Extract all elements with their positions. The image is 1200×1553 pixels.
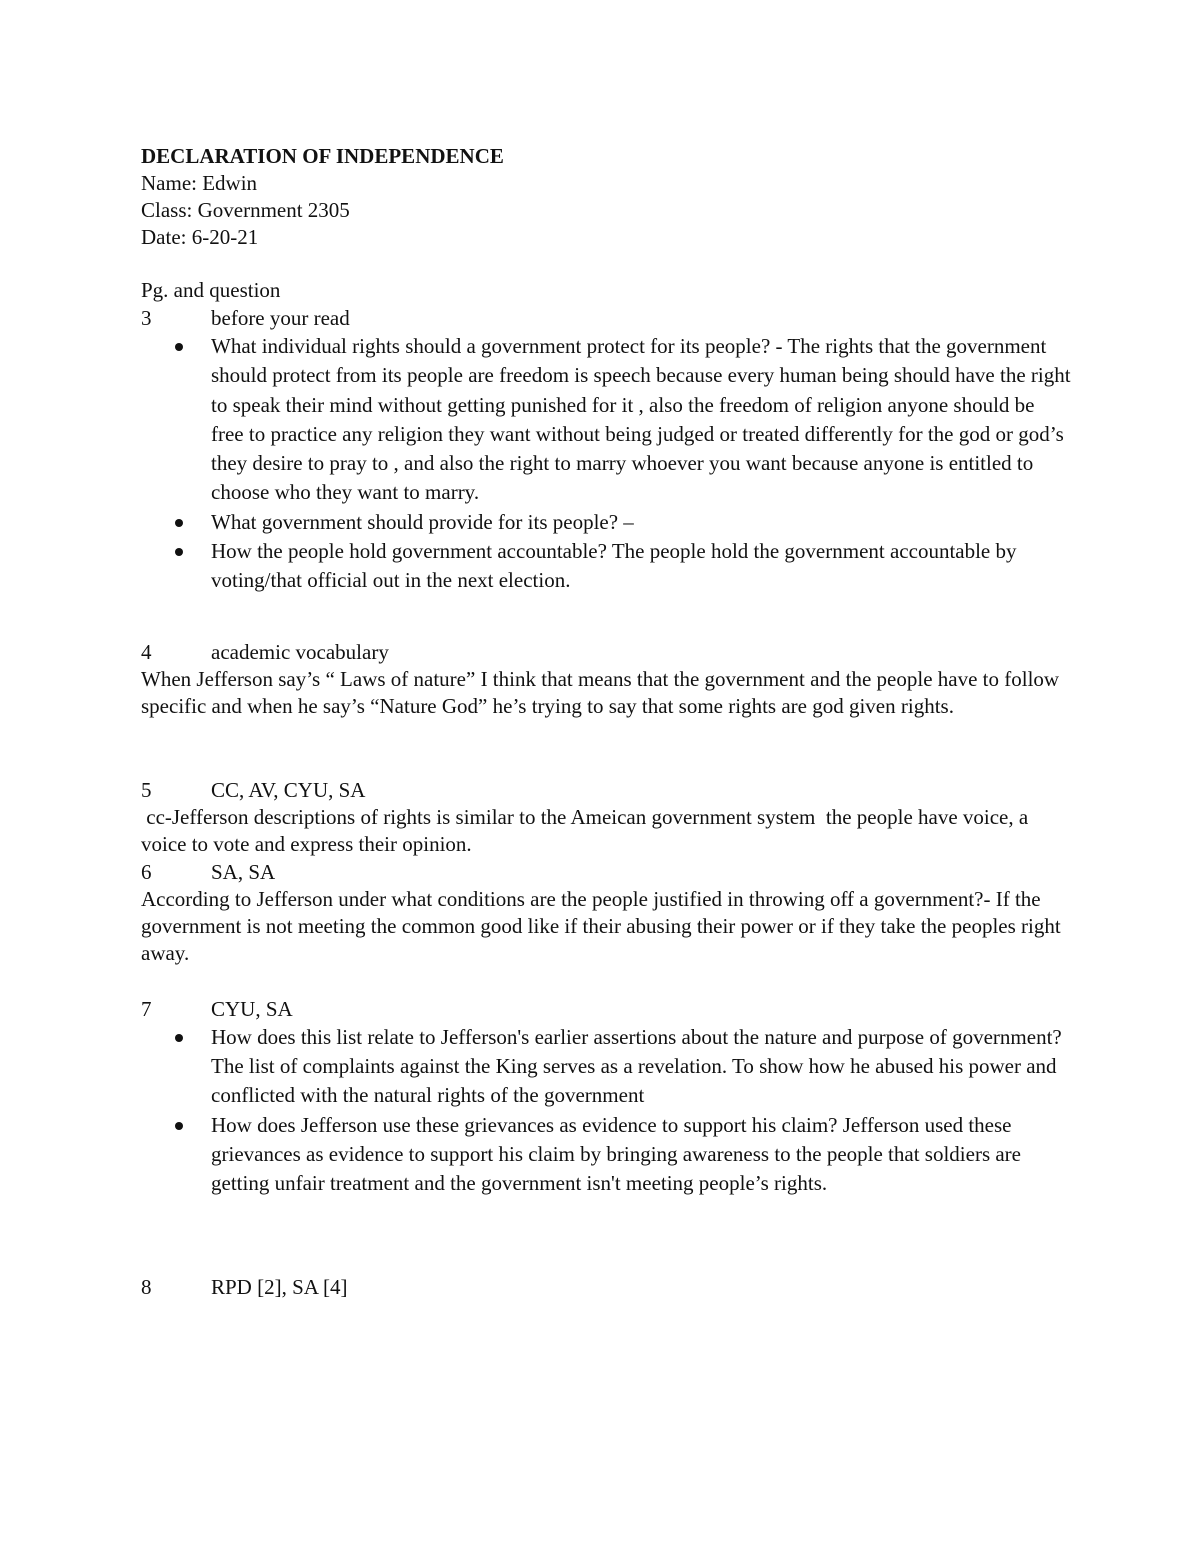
bullet-icon	[175, 519, 183, 527]
list-item: What individual rights should a government protect for its people? - The rights that the government should protect from its people are freedom is speech because every human being should have the right to speak their mind without getting punished for it , also the freedom of religion anyone should be free to practice any religion they want without being judged or treated differently for the god or god’s they desire to pray to , and also the right to marry whoever you want because anyone is entitled to choose who they want to marry.	[141, 332, 1071, 508]
document-page	[141, 143, 1071, 1301]
section-6-heading	[141, 858, 1071, 886]
section-4-heading	[141, 638, 1071, 666]
section-number: 6	[141, 859, 152, 884]
section-3-heading	[141, 304, 1071, 332]
section-label: academic vocabulary	[211, 639, 389, 664]
pg-question-heading: Pg. and question	[141, 278, 281, 302]
section-number: 5	[141, 777, 152, 802]
section-label: RPD [2], SA [4]	[211, 1275, 348, 1300]
document-title: DECLARATION OF INDEPENDENCE	[141, 144, 504, 168]
bullet-icon	[175, 1122, 183, 1130]
section-6-text: According to Jefferson under what conditions are the people justified in throwing off a government?- If the government is not meeting the common good like if their abusing their power or if they take the peoples right away.	[141, 886, 1061, 965]
student-name: Name: Edwin	[141, 171, 258, 195]
bullet-icon	[175, 1034, 183, 1042]
section-label: SA, SA	[211, 859, 276, 884]
section-number: 4	[141, 639, 152, 664]
class-name: Class: Government 2305	[141, 198, 350, 222]
section-5-heading	[141, 776, 1071, 804]
section-3-bullets	[141, 332, 1071, 596]
section-number: 3	[141, 306, 152, 330]
section-5-text: cc-Jefferson descriptions of rights is similar to the Ameican government system the people have voice, a voice to vote and express their opinion.	[141, 804, 1034, 856]
section-8-heading	[141, 1273, 1071, 1301]
bullet-icon	[175, 343, 183, 351]
section-7-bullets	[141, 1023, 1071, 1199]
section-7-heading	[141, 995, 1071, 1023]
section-number: 7	[141, 996, 152, 1021]
assignment-date: Date: 6-20-21	[141, 225, 259, 249]
list-item: How does Jefferson use these grievances as evidence to support his claim? Jefferson used these grievances as evidence to support his claim by bringing awareness to the people that soldiers are getting unfair treatment and the government isn't meeting people’s rights.	[141, 1111, 1071, 1199]
section-number: 8	[141, 1275, 152, 1300]
list-item: What government should provide for its people? –	[141, 508, 1071, 537]
bullet-icon	[175, 548, 183, 556]
section-4-text: When Jefferson say’s “ Laws of nature” I think that means that the government and the people have to follow specific and when he say’s “Nature God” he’s trying to say that some rights are god given rights.	[141, 666, 1060, 718]
list-item: How does this list relate to Jefferson's earlier assertions about the nature and purpose of government? The list of complaints against the King serves as a revelation. To show how he abused his power and conflicted with the natural rights of the government	[141, 1023, 1071, 1111]
section-label: CC, AV, CYU, SA	[211, 777, 366, 802]
section-label: before your read	[211, 306, 350, 330]
section-label: CYU, SA	[211, 996, 293, 1021]
list-item: How the people hold government accountable? The people hold the government accountable by voting/that official out in the next election.	[141, 537, 1071, 596]
